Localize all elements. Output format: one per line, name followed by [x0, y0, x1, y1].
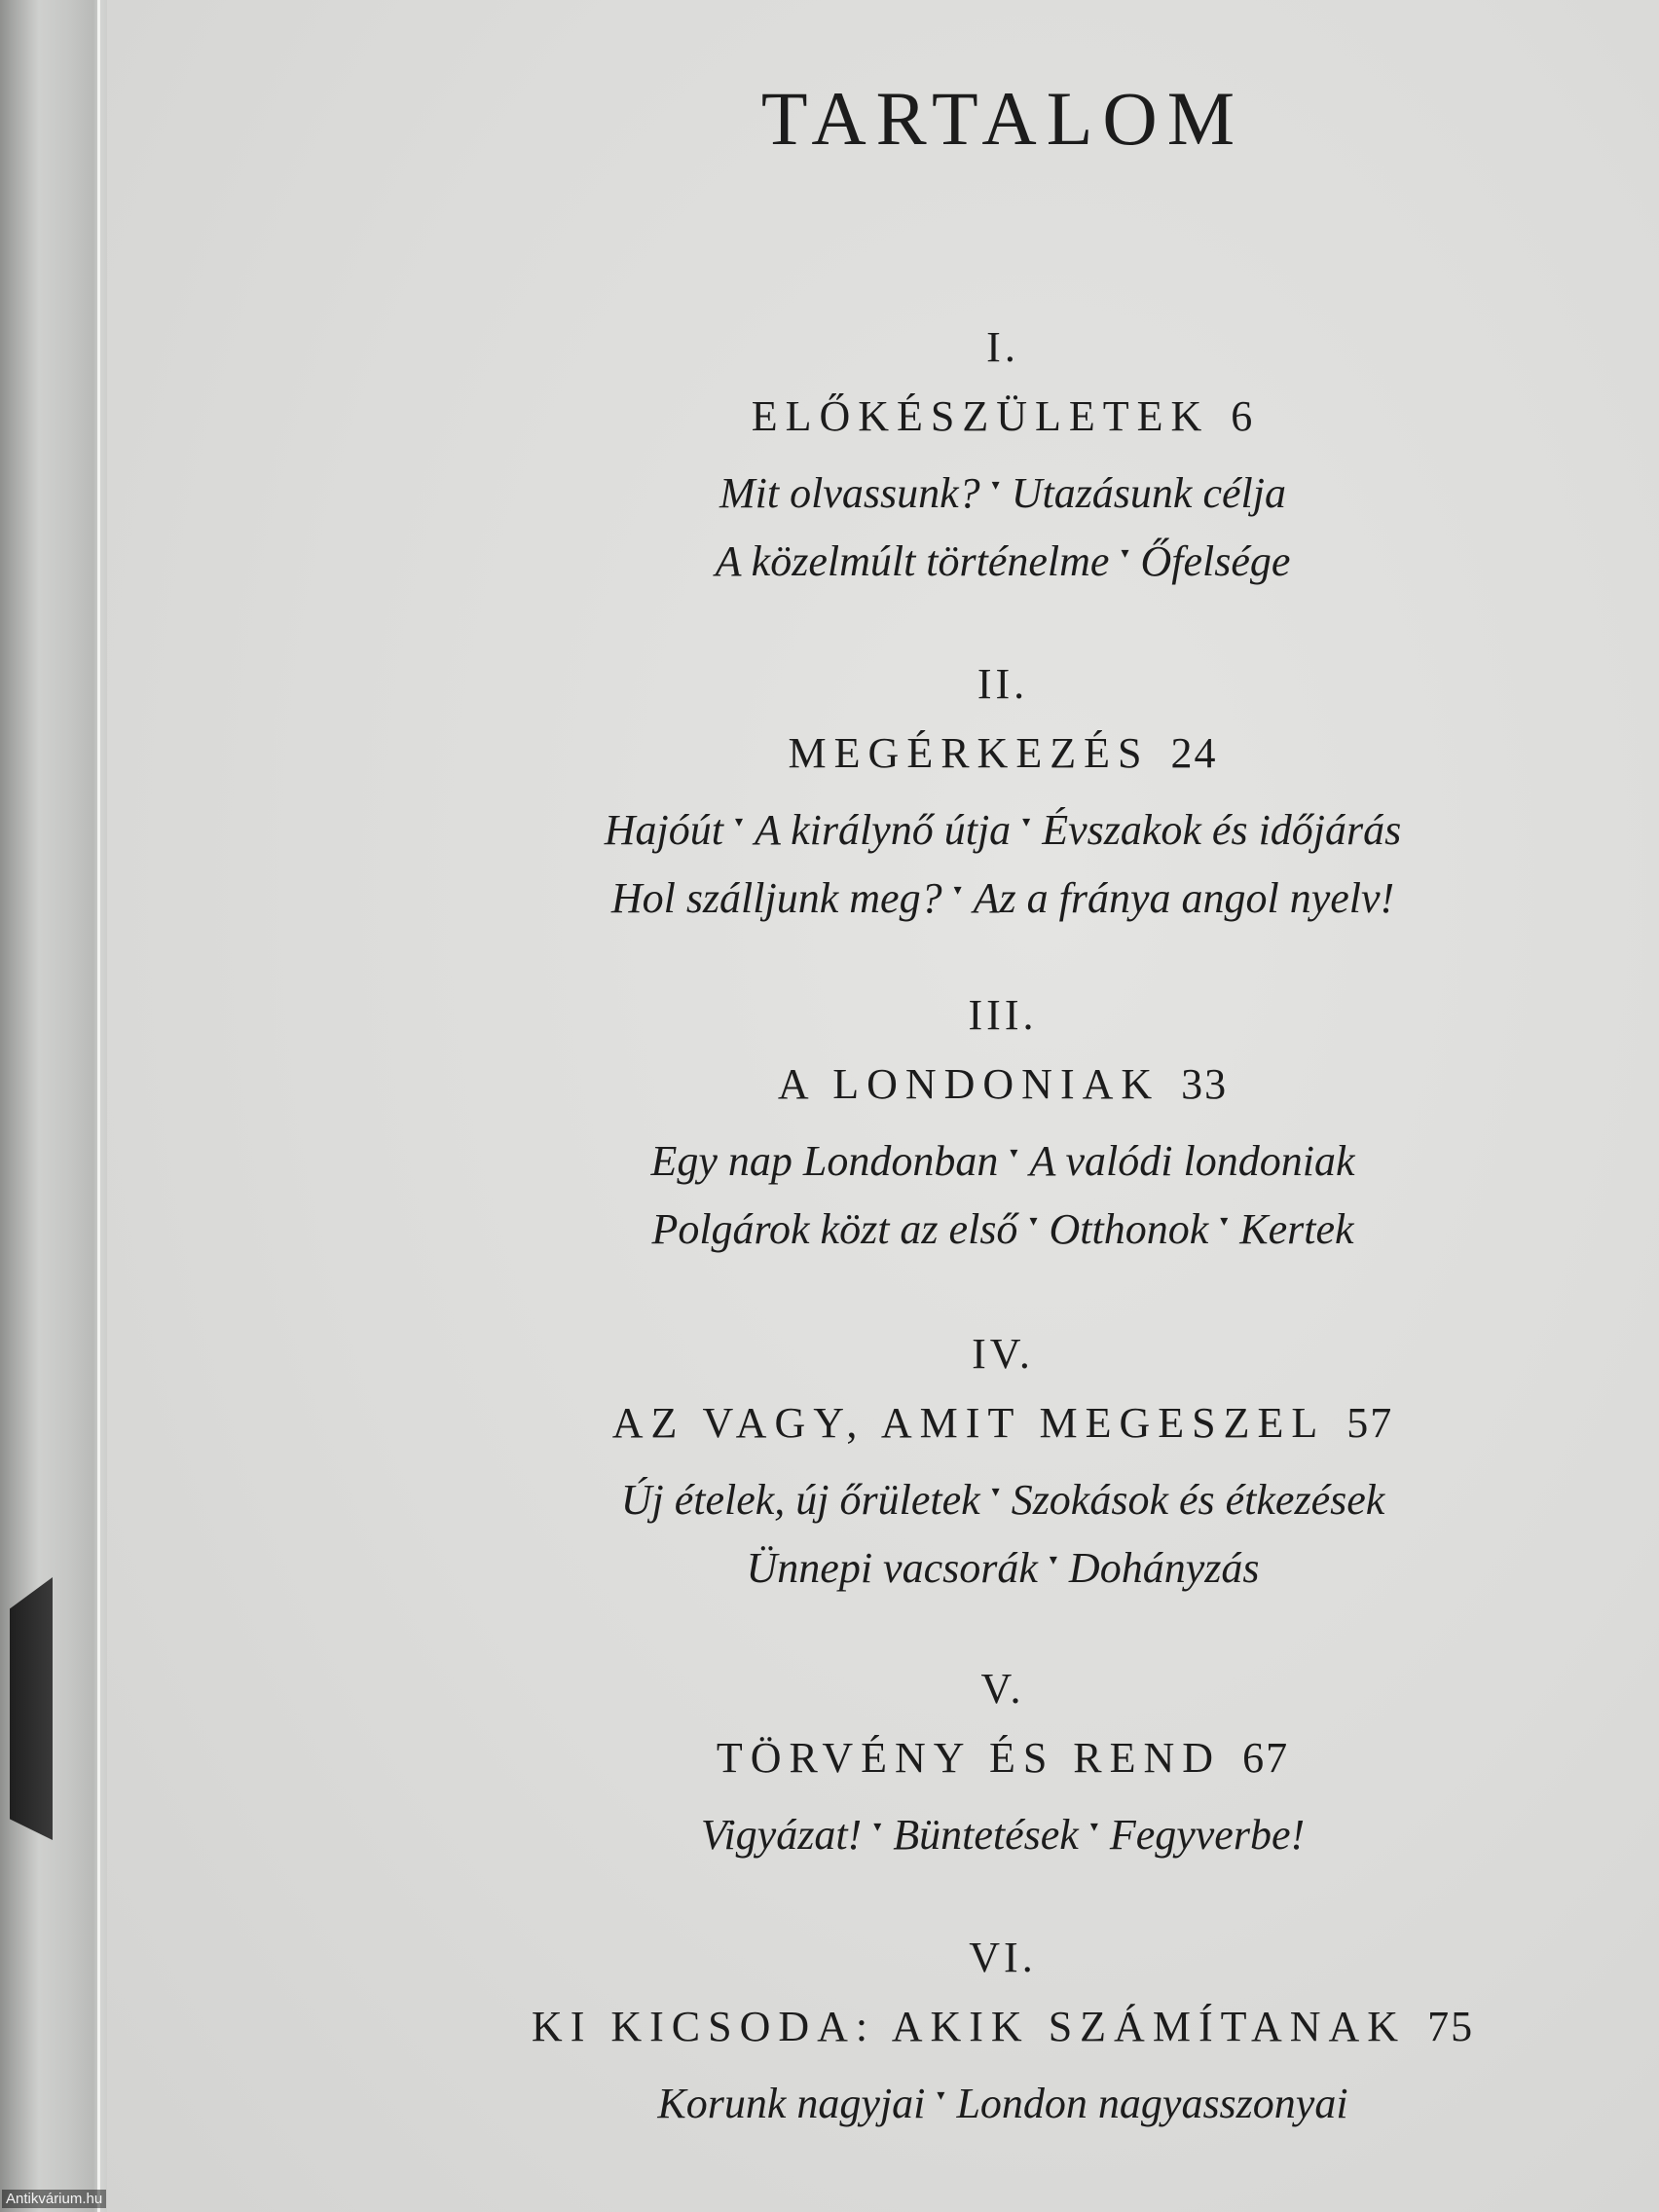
binding-gutter — [0, 0, 107, 2212]
subtopic: Évszakok és időjárás — [1042, 806, 1402, 854]
subtopic: A valódi londoniak — [1029, 1137, 1355, 1185]
subtopic: Polgárok közt az első — [651, 1205, 1018, 1253]
subtopic: Otthonok — [1049, 1205, 1209, 1253]
subtopic-line — [370, 857, 1636, 925]
separator-icon: ▾ — [991, 477, 1000, 494]
toc-section-2 — [370, 650, 1636, 925]
subtopic-line — [370, 520, 1636, 588]
separator-icon: ▾ — [1010, 1145, 1018, 1161]
section-page-number: 57 — [1346, 1399, 1394, 1447]
subtopic-line — [370, 452, 1636, 520]
section-page-number: 24 — [1170, 729, 1218, 777]
section-title: TÖRVÉNY ÉS REND — [716, 1734, 1222, 1782]
section-numeral: IV. — [972, 1330, 1034, 1378]
section-page-number: 67 — [1242, 1734, 1290, 1782]
subtopic: Ünnepi vacsorák — [746, 1544, 1038, 1592]
separator-icon: ▾ — [873, 1819, 882, 1835]
subtopic: Hol szálljunk meg? — [610, 874, 942, 922]
section-heading — [370, 1992, 1636, 2062]
subtopic: A királynő útja — [755, 806, 1012, 854]
subtopic-line — [370, 1527, 1636, 1595]
subtopic: Dohányzás — [1068, 1544, 1260, 1592]
section-numeral: VI. — [969, 1934, 1037, 1981]
subtopic: Új ételek, új őrületek — [620, 1476, 980, 1524]
separator-icon: ▾ — [991, 1484, 1000, 1500]
section-numeral: V. — [980, 1665, 1025, 1713]
subtopic: Büntetések — [893, 1811, 1079, 1859]
separator-icon: ▾ — [937, 2087, 945, 2104]
page-stack-edge — [97, 0, 100, 2212]
section-title: AZ VAGY, AMIT MEGESZEL — [611, 1399, 1326, 1447]
section-heading — [370, 1050, 1636, 1120]
toc-section-1 — [370, 313, 1636, 588]
section-title: MEGÉRKEZÉS — [788, 729, 1150, 777]
separator-icon: ▾ — [1121, 545, 1129, 562]
subtopic: Korunk nagyjai — [657, 2080, 926, 2127]
section-heading — [370, 1388, 1636, 1458]
section-numeral: III. — [968, 991, 1038, 1039]
separator-icon: ▾ — [1089, 1819, 1098, 1835]
toc-section-4 — [370, 1320, 1636, 1595]
section-heading — [370, 719, 1636, 789]
dark-binding-mark — [10, 1577, 53, 1840]
section-page-number: 6 — [1231, 392, 1255, 440]
section-page-number: 33 — [1181, 1060, 1229, 1108]
subtopic-line — [370, 2062, 1636, 2130]
section-heading — [370, 382, 1636, 452]
page-title: TARTALOM — [760, 76, 1245, 161]
watermark: Antikvárium.hu — [2, 2190, 106, 2208]
toc-section-5 — [370, 1655, 1636, 1862]
separator-icon: ▾ — [1022, 814, 1031, 830]
separator-icon: ▾ — [1220, 1213, 1229, 1230]
subtopic: Hajóút — [604, 806, 723, 854]
subtopic-line — [370, 789, 1636, 857]
subtopic: Egy nap Londonban — [650, 1137, 999, 1185]
subtopic: Az a fránya angol nyelv! — [973, 874, 1395, 922]
subtopic-line — [370, 1120, 1636, 1188]
subtopic: Őfelsége — [1140, 537, 1291, 585]
toc-section-6 — [370, 1924, 1636, 2130]
subtopic: Fegyverbe! — [1109, 1811, 1306, 1859]
section-title: KI KICSODA: AKIK SZÁMÍTANAK — [531, 2003, 1407, 2050]
subtopic: London nagyasszonyai — [956, 2080, 1348, 2127]
toc-section-3 — [370, 981, 1636, 1256]
subtopic: Szokások és étkezések — [1011, 1476, 1385, 1524]
separator-icon: ▾ — [1029, 1213, 1038, 1230]
separator-icon: ▾ — [953, 882, 962, 899]
subtopic-line — [370, 1458, 1636, 1527]
subtopic: Kertek — [1239, 1205, 1354, 1253]
section-page-number: 75 — [1427, 2003, 1475, 2050]
section-heading — [370, 1723, 1636, 1793]
subtopic: A közelmúlt történelme — [715, 537, 1110, 585]
section-numeral: I. — [986, 323, 1019, 371]
subtopic-line — [370, 1793, 1636, 1862]
section-numeral: II. — [977, 660, 1029, 708]
subtopic: Utazásunk célja — [1011, 469, 1286, 517]
separator-icon: ▾ — [1049, 1552, 1057, 1568]
section-title: ELŐKÉSZÜLETEK — [751, 392, 1210, 440]
section-title: A LONDONIAK — [777, 1060, 1161, 1108]
subtopic: Vigyázat! — [700, 1811, 863, 1859]
separator-icon: ▾ — [734, 814, 743, 830]
subtopic: Mit olvassunk? — [719, 469, 980, 517]
subtopic-line — [370, 1188, 1636, 1256]
